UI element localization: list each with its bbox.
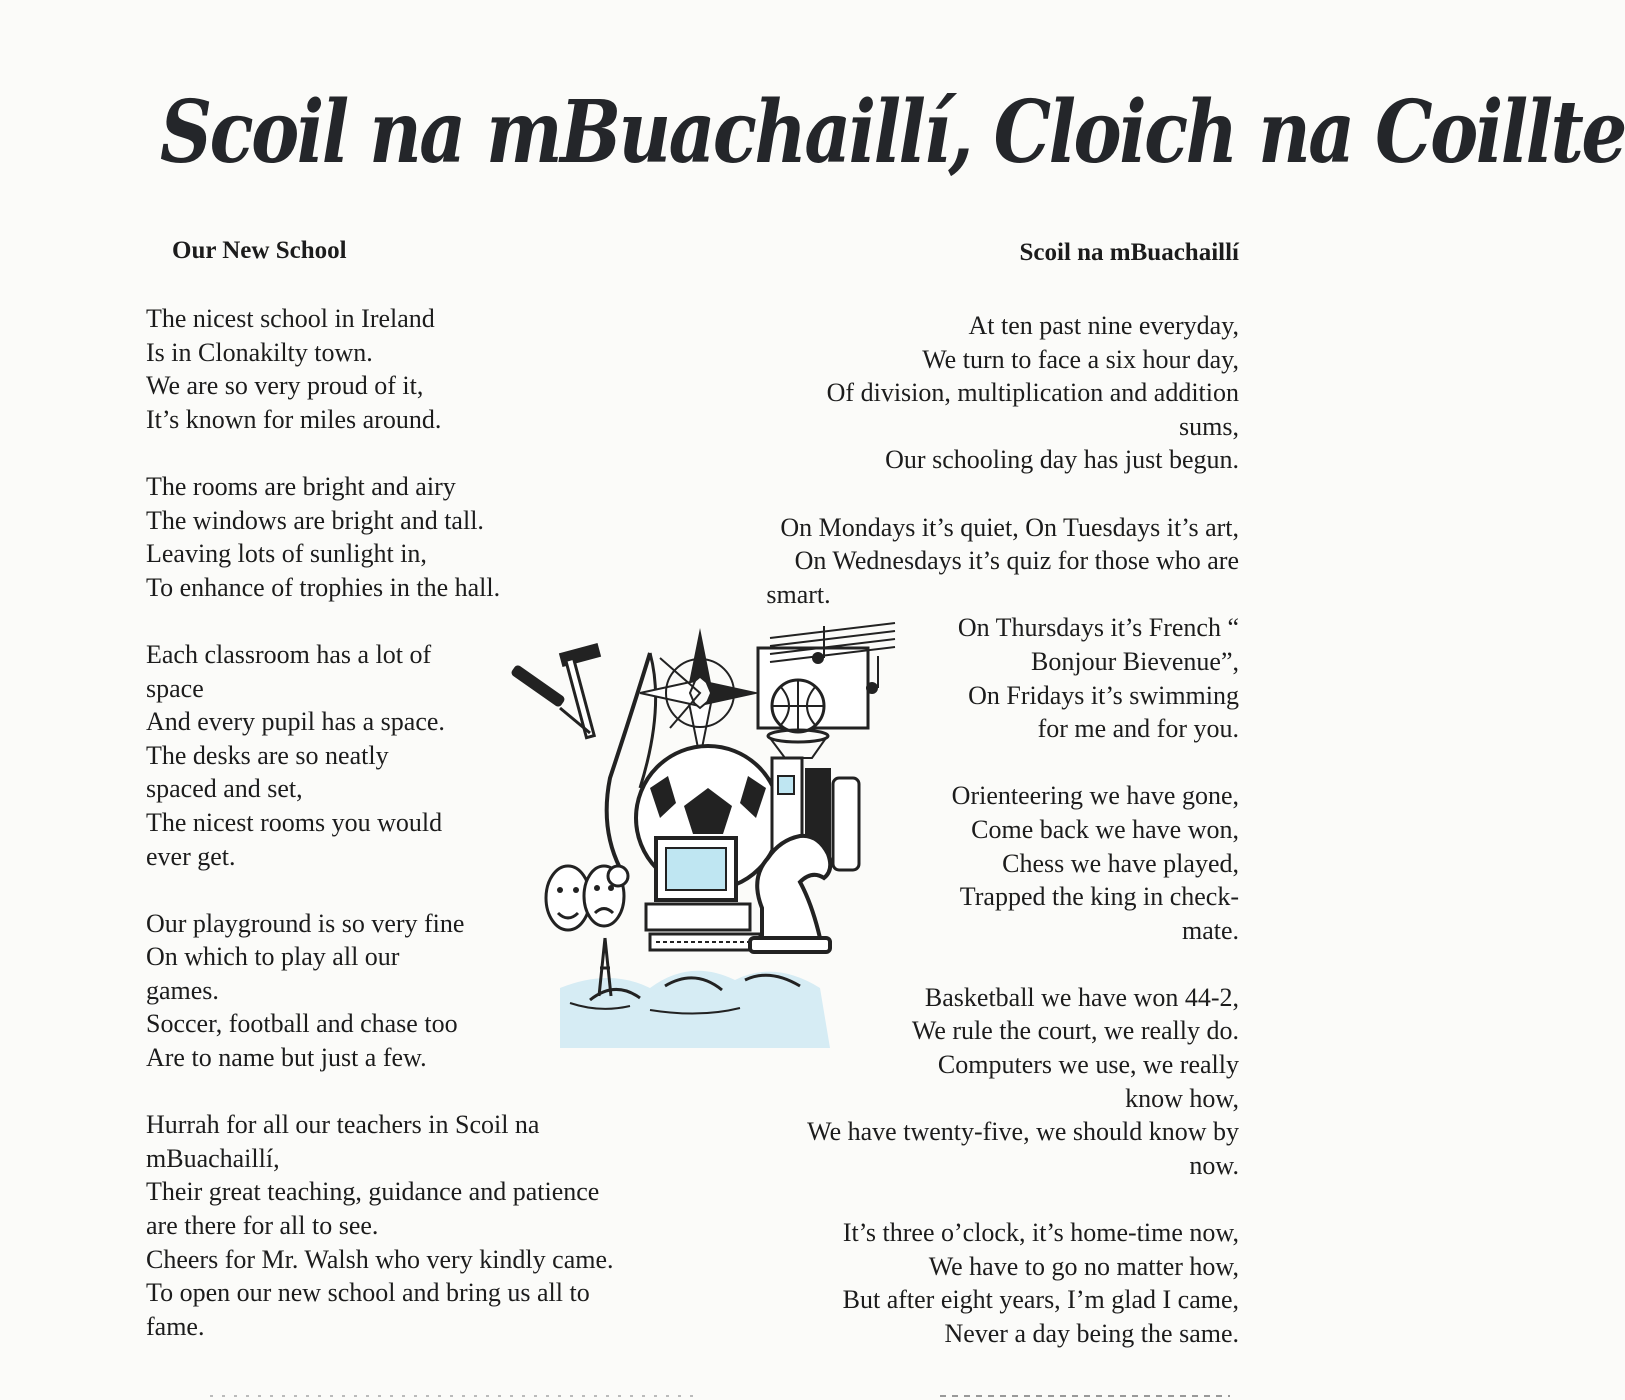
poem-line: We rule the court, we really do. <box>911 1016 1239 1046</box>
poem-line: Chess we have played, <box>1002 848 1239 878</box>
poem-line: Their great teaching, guidance and patience <box>146 1177 600 1207</box>
stanza-gap <box>780 477 1239 511</box>
poem-line: The desks are so neatly <box>146 740 389 770</box>
stanza-gap <box>146 436 614 470</box>
poem-line: Hurrah for all our teachers in Scoil na <box>146 1110 540 1140</box>
poem-line: Are to name but just a few. <box>146 1043 427 1073</box>
poem-line: We have to go no matter how, <box>928 1251 1239 1281</box>
stanza-gap <box>780 1182 1239 1216</box>
right-poem-heading: Scoil na mBuachaillí <box>1019 239 1239 266</box>
poem-line: Orienteering we have gone, <box>951 781 1239 811</box>
poem-line: Basketball we have won 44-2, <box>924 982 1239 1012</box>
poem-line: We turn to face a six hour day, <box>922 344 1239 374</box>
poem-line: know how, <box>1125 1083 1239 1113</box>
poem-line: mBuachaillí, <box>146 1143 280 1173</box>
poem-line: fame. <box>146 1311 205 1341</box>
poem-line: And every pupil has a space. <box>146 707 445 737</box>
poem-line: The windows are bright and tall. <box>146 505 484 535</box>
poem-line: The rooms are bright and airy <box>146 471 456 501</box>
poem-line: ever get. <box>146 841 236 871</box>
poem-line: spaced and set, <box>146 774 303 804</box>
poem-line: Computers we use, we really <box>937 1050 1239 1080</box>
poem-line: smart. <box>766 579 831 609</box>
poem-line: Never a day being the same. <box>944 1318 1239 1348</box>
poem-line: Each classroom has a lot of <box>146 639 432 669</box>
poem-line: Of division, multiplication and addition <box>826 378 1239 408</box>
poem-line: Our schooling day has just begun. <box>885 445 1239 475</box>
poem-line: It’s three o’clock, it’s home-time now, <box>842 1218 1239 1248</box>
compass-star-icon <box>640 628 760 758</box>
bottom-edge-marks <box>0 1384 1361 1400</box>
poem-line: are there for all to see. <box>146 1211 379 1241</box>
poem-line: Soccer, football and chase too <box>146 1009 458 1039</box>
poem-line: games. <box>146 975 219 1005</box>
poem-line: Bonjour Bievenue”, <box>1031 646 1239 676</box>
basketball-hoop-icon <box>768 680 828 758</box>
page-title: Scoil na mBuachaillí, Cloich na Coillte <box>160 82 1625 183</box>
poem-line: To enhance of trophies in the hall. <box>146 572 501 602</box>
poem-line: Cheers for Mr. Walsh who very kindly came. <box>146 1244 614 1274</box>
stanza-gap <box>146 1075 614 1109</box>
poem-line: We are so very proud of it, <box>146 371 424 401</box>
poem-line: space <box>146 673 204 703</box>
poem-line: On Fridays it’s swimming <box>968 680 1239 710</box>
poem-line: We have twenty-five, we should know by <box>807 1117 1239 1147</box>
poem-line: On Thursdays it’s French “ <box>957 613 1239 643</box>
poem-line: Our playground is so very fine <box>146 908 465 938</box>
poem-line: now. <box>1189 1150 1239 1180</box>
poem-line: sums, <box>1179 411 1239 441</box>
poem-line: Trapped the king in check- <box>959 882 1239 912</box>
poem-line: At ten past nine everyday, <box>968 311 1239 340</box>
school-activities-clipart <box>500 608 910 1063</box>
left-poem-heading: Our New School <box>172 237 347 264</box>
poem-line: But after eight years, I’m glad I came, <box>842 1285 1239 1315</box>
poem-line: The nicest rooms you would <box>146 807 443 837</box>
poem-line: On Mondays it’s quiet, On Tuesdays it’s art, <box>780 512 1239 542</box>
poem-line: mate. <box>1181 915 1239 945</box>
poem-line: The nicest school in Ireland <box>146 304 435 333</box>
poem-line: Leaving lots of sunlight in, <box>146 539 427 569</box>
poem-line: On Wednesdays it’s quiz for those who are <box>794 546 1239 576</box>
poem-line: To open our new school and bring us all to <box>146 1278 590 1308</box>
poem-line: for me and for you. <box>1037 714 1239 744</box>
poem-line: Is in Clonakilty town. <box>146 337 373 367</box>
poem-line: On which to play all our <box>146 942 400 972</box>
poem-line: It’s known for miles around. <box>146 404 442 434</box>
poem-line: Come back we have won, <box>971 814 1239 844</box>
